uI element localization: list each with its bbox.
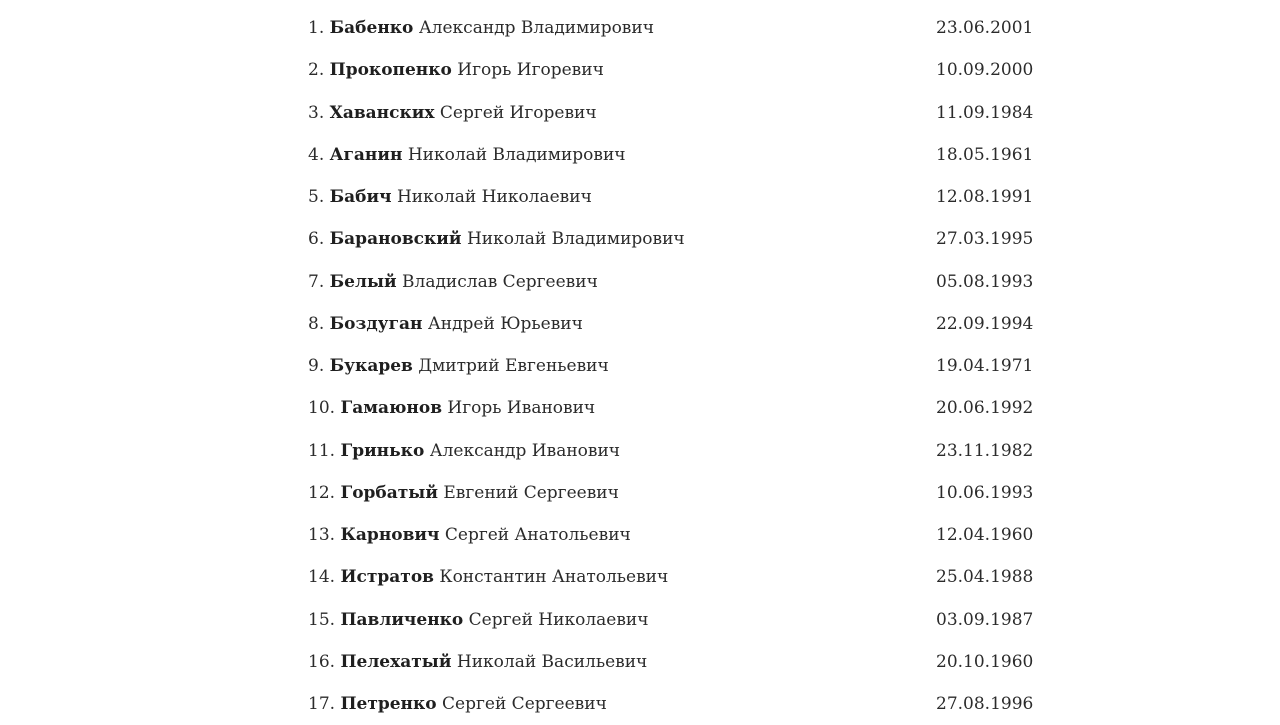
- given-names: Сергей Анатольевич: [444, 525, 631, 545]
- person-name: [308, 387, 595, 429]
- birth-date: 19.04.1971: [936, 356, 1034, 376]
- birth-date: 05.08.1993: [936, 271, 1034, 292]
- item-number: 14.: [308, 567, 336, 588]
- item-number: 5.: [308, 187, 325, 207]
- surname: Гамаюнов: [340, 398, 443, 419]
- person-name: [308, 599, 648, 641]
- given-names: Николай Владимирович: [407, 144, 626, 165]
- surname: Боздуган: [329, 313, 423, 334]
- given-names: Николай Николаевич: [396, 187, 592, 207]
- birth-date: 10.09.2000: [936, 60, 1034, 81]
- list-item: [0, 599, 1280, 641]
- person-name: [308, 7, 654, 49]
- list-item: [0, 218, 1280, 260]
- given-names: Игорь Игоревич: [457, 60, 604, 81]
- list-item: [0, 7, 1280, 49]
- given-names: Сергей Сергеевич: [442, 694, 607, 714]
- surname: Прокопенко: [329, 60, 452, 81]
- list-item: [0, 49, 1280, 91]
- list-item: [0, 514, 1280, 556]
- list-item: [0, 430, 1280, 472]
- birth-date: 12.04.1960: [936, 525, 1034, 545]
- person-name: [308, 176, 592, 218]
- list-item: [0, 556, 1280, 598]
- given-names: Сергей Николаевич: [468, 609, 649, 630]
- item-number: 9.: [308, 356, 325, 376]
- surname: Бабенко: [329, 18, 414, 38]
- birth-date: 20.06.1992: [936, 398, 1034, 419]
- birth-date: 11.09.1984: [936, 102, 1034, 123]
- item-number: 3.: [308, 102, 325, 123]
- list-item: [0, 303, 1280, 345]
- person-name: [308, 430, 620, 472]
- item-number: 15.: [308, 609, 336, 630]
- person-name: [308, 683, 607, 725]
- surname: Букарев: [329, 356, 413, 376]
- person-name: [308, 303, 583, 345]
- item-number: 2.: [308, 60, 325, 81]
- surname: Барановский: [329, 229, 462, 250]
- item-number: 6.: [308, 229, 325, 250]
- given-names: Андрей Юрьевич: [427, 313, 583, 334]
- birth-date: 23.06.2001: [936, 18, 1034, 38]
- list-item: [0, 176, 1280, 218]
- surname: Хаванских: [329, 102, 435, 123]
- list-item: [0, 345, 1280, 387]
- list-item: [0, 134, 1280, 176]
- list-item: [0, 472, 1280, 514]
- item-number: 11.: [308, 440, 336, 461]
- given-names: Евгений Сергеевич: [443, 482, 619, 503]
- birth-date: 03.09.1987: [936, 609, 1034, 630]
- given-names: Николай Владимирович: [466, 229, 685, 250]
- surname: Карнович: [340, 525, 440, 545]
- list-item: [0, 641, 1280, 683]
- person-name: [308, 472, 619, 514]
- birth-date: 18.05.1961: [936, 144, 1034, 165]
- birth-date: 12.08.1991: [936, 187, 1034, 207]
- given-names: Александр Иванович: [429, 440, 621, 461]
- surname: Гринько: [340, 440, 425, 461]
- birth-date: 25.04.1988: [936, 567, 1034, 588]
- given-names: Николай Васильевич: [456, 651, 648, 672]
- person-name: [308, 49, 604, 91]
- given-names: Игорь Иванович: [447, 398, 596, 419]
- surname: Павличенко: [340, 609, 464, 630]
- given-names: Константин Анатольевич: [439, 567, 669, 588]
- list-item: [0, 92, 1280, 134]
- item-number: 16.: [308, 651, 336, 672]
- surname: Горбатый: [340, 482, 438, 503]
- surname: Петренко: [340, 694, 437, 714]
- surname: Бабич: [329, 187, 392, 207]
- surname: Пелехатый: [340, 651, 452, 672]
- birth-date: 27.08.1996: [936, 694, 1034, 714]
- birth-date: 20.10.1960: [936, 651, 1034, 672]
- surname: Истратов: [340, 567, 434, 588]
- surname: Белый: [329, 271, 397, 292]
- list-item: [0, 683, 1280, 725]
- person-name: [308, 345, 609, 387]
- item-number: 13.: [308, 525, 336, 545]
- item-number: 17.: [308, 694, 336, 714]
- given-names: Александр Владимирович: [418, 18, 654, 38]
- given-names: Дмитрий Евгеньевич: [418, 356, 609, 376]
- item-number: 4.: [308, 144, 325, 165]
- given-names: Владислав Сергеевич: [402, 271, 598, 292]
- list-item: [0, 387, 1280, 429]
- person-name: [308, 218, 685, 260]
- item-number: 12.: [308, 482, 336, 503]
- given-names: Сергей Игоревич: [439, 102, 597, 123]
- item-number: 7.: [308, 271, 325, 292]
- item-number: 10.: [308, 398, 336, 419]
- item-number: 1.: [308, 18, 325, 38]
- person-list: [0, 7, 1280, 725]
- birth-date: 23.11.1982: [936, 440, 1034, 461]
- person-name: [308, 641, 647, 683]
- item-number: 8.: [308, 313, 325, 334]
- person-name: [308, 92, 597, 134]
- birth-date: 27.03.1995: [936, 229, 1034, 250]
- surname: Аганин: [329, 144, 403, 165]
- list-item: [0, 261, 1280, 303]
- person-name: [308, 134, 626, 176]
- birth-date: 10.06.1993: [936, 482, 1034, 503]
- person-name: [308, 556, 668, 598]
- person-name: [308, 261, 598, 303]
- birth-date: 22.09.1994: [936, 313, 1034, 334]
- person-name: [308, 514, 631, 556]
